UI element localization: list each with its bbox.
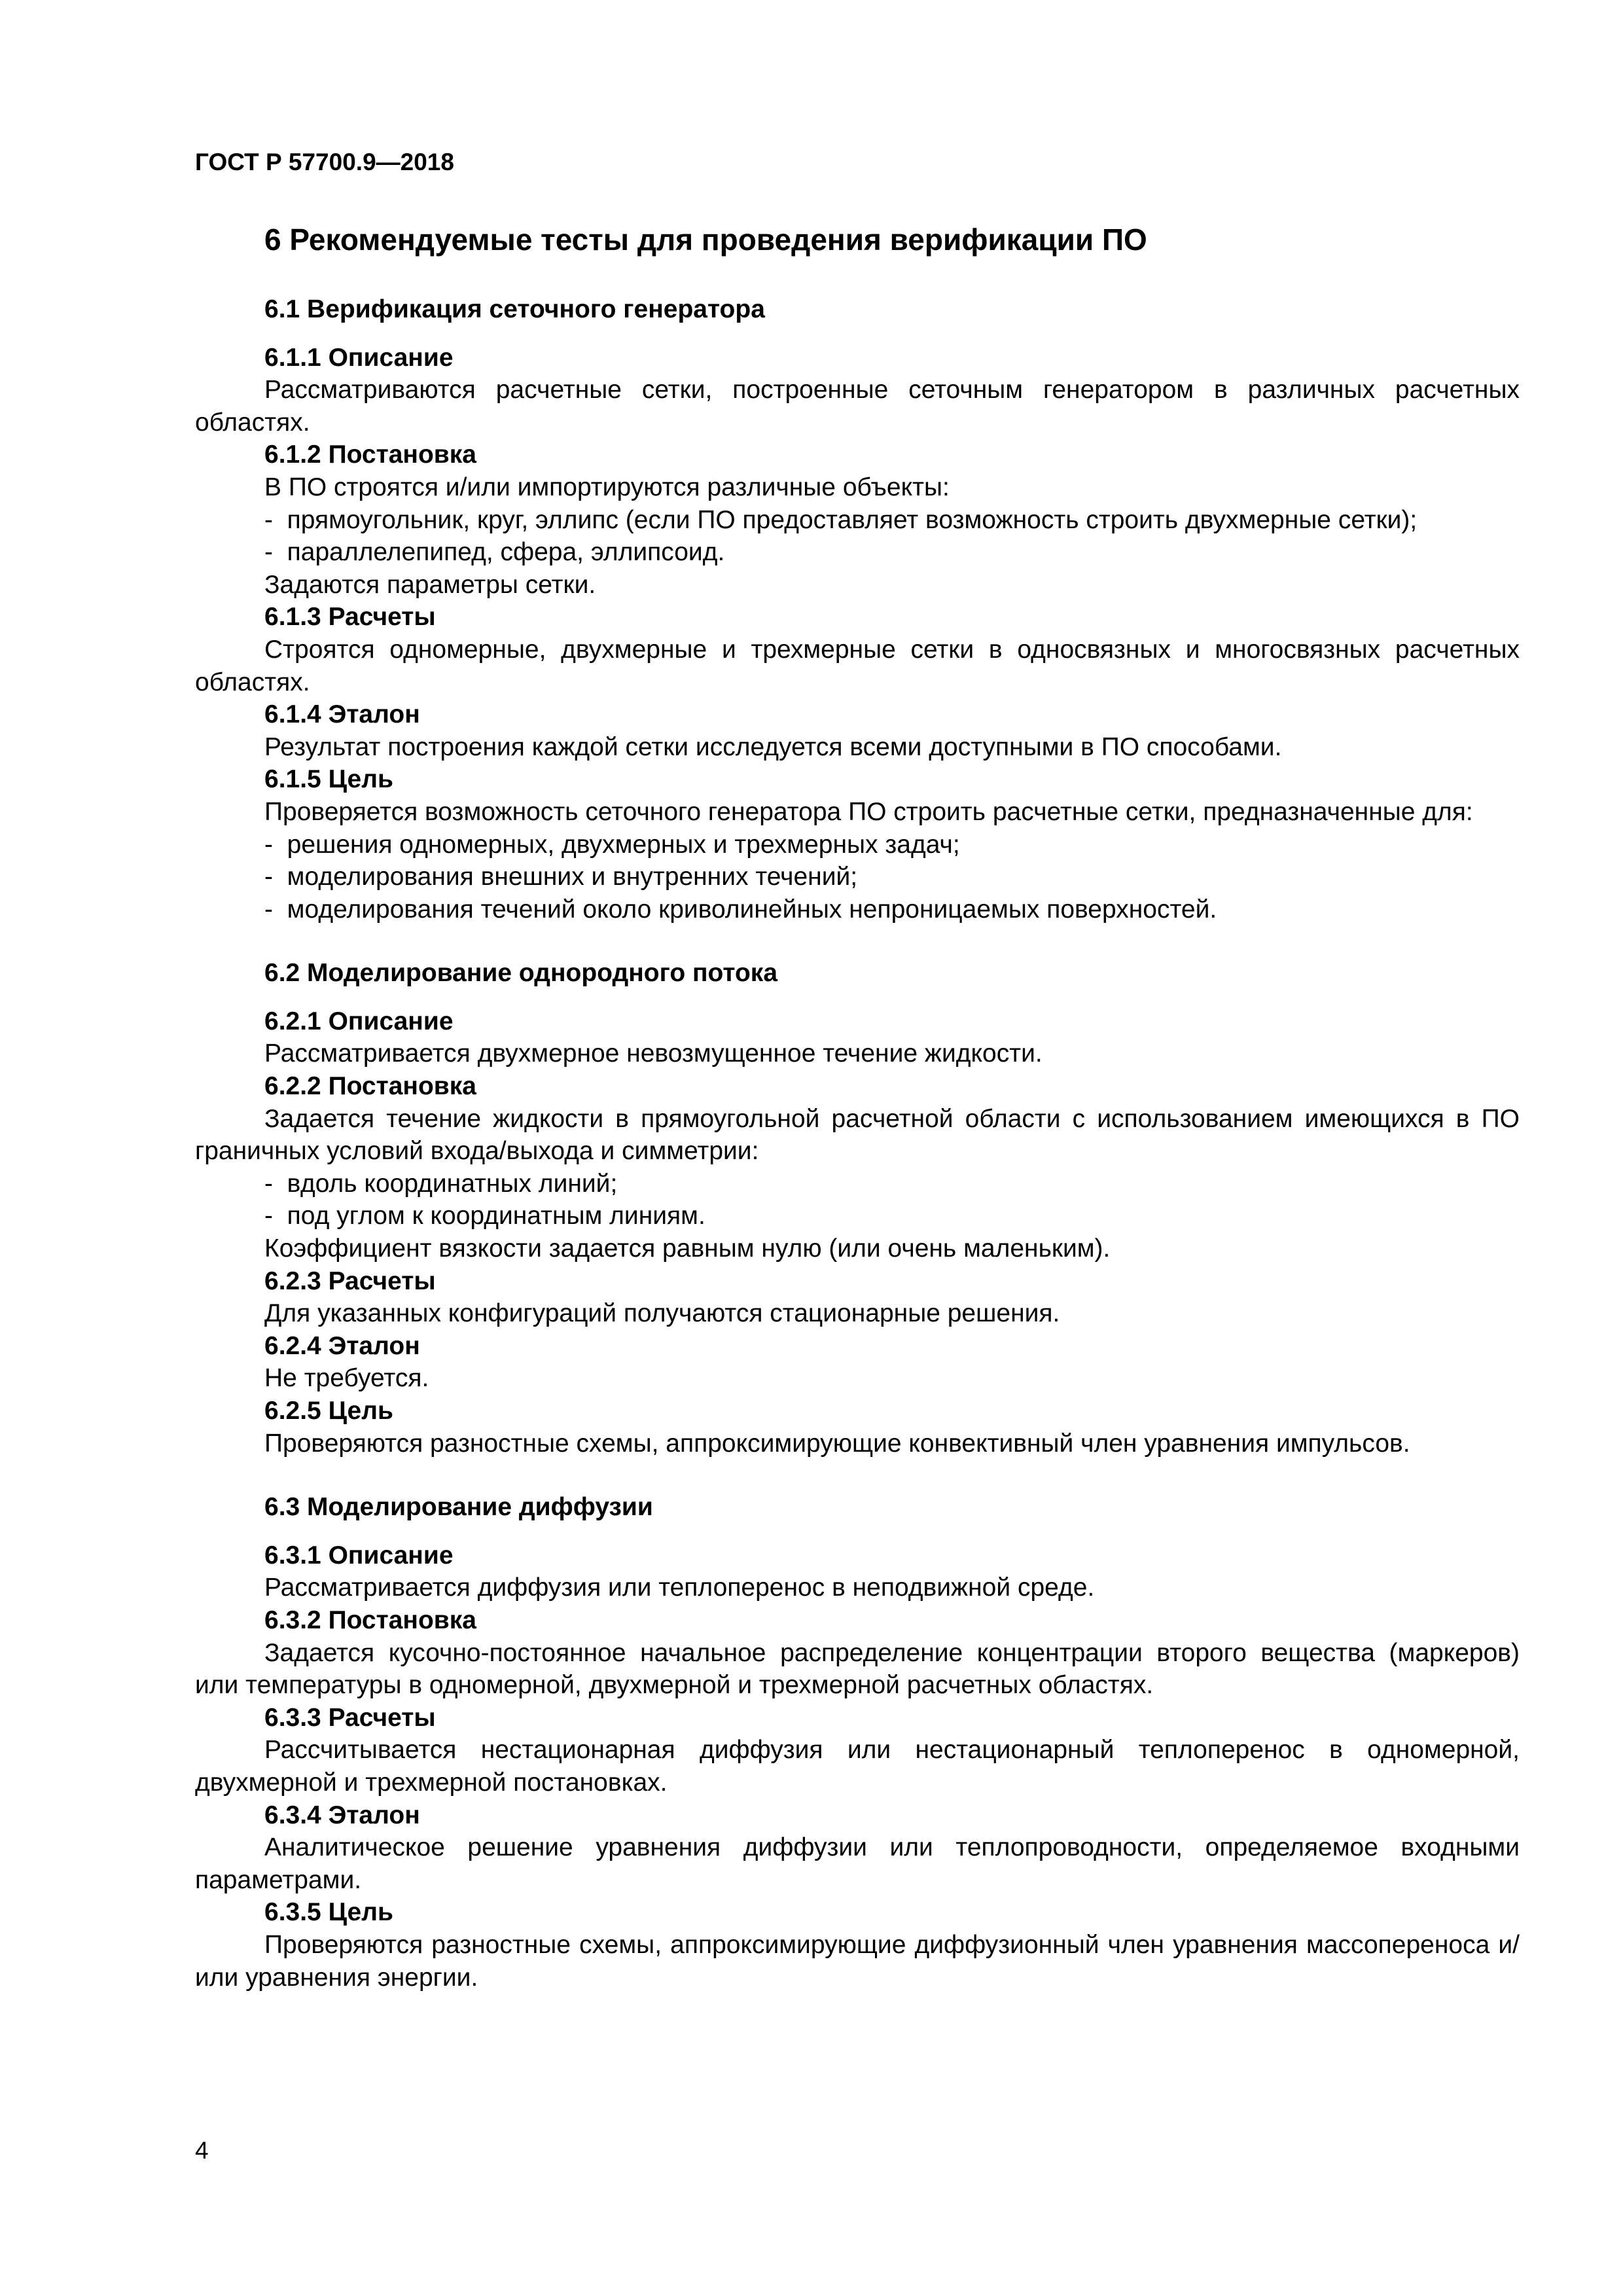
subsection-heading: 6.1.1 Описание	[264, 343, 454, 372]
page-number: 4	[195, 2137, 209, 2164]
subsection-heading: 6.3.3 Расчеты	[264, 1703, 436, 1732]
subsection-heading: 6.2.3 Расчеты	[264, 1266, 436, 1295]
page-title: 6 Рекомендуемые тесты для проведения верификации ПО	[264, 223, 1147, 257]
section	[195, 293, 1520, 925]
paragraph: Проверяются разностные схемы, аппроксимирующие диффузионный член уравнения массопереноса и/или уравнения энергии.	[195, 1930, 1520, 1992]
section-heading: 6.3 Моделирование диффузии	[264, 1493, 653, 1522]
paragraph: Коэффициент вязкости задается равным нулю (или очень маленьким).	[264, 1234, 1111, 1263]
paragraph: Задаются параметры сетки.	[264, 570, 596, 599]
paragraph: Проверяются разностные схемы, аппроксимирующие конвективный член уравнения импульсов.	[264, 1429, 1410, 1458]
subsection-heading: 6.3.1 Описание	[264, 1541, 454, 1570]
subsection-heading: 6.1.2 Постановка	[264, 440, 476, 469]
list-item: - моделирования внешних и внутренних течений;	[195, 861, 1520, 893]
subsection-heading: 6.2.2 Постановка	[264, 1072, 476, 1101]
paragraph: Не требуется.	[264, 1364, 429, 1393]
paragraph: Рассматривается двухмерное невозмущенное течение жидкости.	[264, 1039, 1043, 1068]
subsection-heading: 6.2.1 Описание	[264, 1007, 454, 1035]
subsection-heading: 6.3.5 Цель	[264, 1898, 393, 1927]
paragraph: Рассчитывается нестационарная диффузия или нестационарный теплоперенос в одномерной, двухмерной и трехмерной постановках.	[195, 1736, 1520, 1797]
section-heading: 6.1 Верификация сеточного генератора	[264, 295, 765, 323]
subsection-heading: 6.1.3 Расчеты	[264, 603, 436, 632]
paragraph: Для указанных конфигураций получаются стационарные решения.	[264, 1299, 1060, 1328]
document-body	[195, 293, 1520, 1994]
document-header: ГОСТ Р 57700.9—2018	[195, 149, 454, 175]
section	[195, 1491, 1520, 1994]
list-item: - прямоугольник, круг, эллипс (если ПО предоставляет возможность строить двухмерные сетки);	[195, 504, 1520, 537]
list-item: - под углом к координатным линиям.	[195, 1200, 1520, 1232]
list-item: - параллелепипед, сфера, эллипсоид.	[195, 536, 1520, 569]
paragraph: Задается течение жидкости в прямоугольной расчетной области с использованием имеющихся в ПО граничных условий входа/выхода и симметрии:	[195, 1104, 1520, 1166]
paragraph: Рассматривается диффузия или теплоперенос в неподвижной среде.	[264, 1573, 1095, 1602]
paragraph: Рассматриваются расчетные сетки, построенные сеточным генератором в различных расчетных областях.	[195, 376, 1520, 437]
section-heading: 6.2 Моделирование однородного потока	[264, 959, 778, 988]
list-item: - вдоль координатных линий;	[195, 1168, 1520, 1200]
paragraph: Задается кусочно-постоянное начальное распределение концентрации второго вещества (маркеров) или температуры в одномерной, двухмерной и трехмерной расчетных областях.	[195, 1638, 1520, 1700]
subsection-heading: 6.3.2 Постановка	[264, 1605, 476, 1634]
paragraph: В ПО строятся и/или импортируются различные объекты:	[264, 473, 950, 501]
subsection-heading: 6.2.4 Эталон	[264, 1331, 420, 1360]
list-item: - решения одномерных, двухмерных и трехмерных задач;	[195, 829, 1520, 861]
paragraph: Строятся одномерные, двухмерные и трехмерные сетки в односвязных и многосвязных расчетных областях.	[195, 635, 1520, 696]
section	[195, 957, 1520, 1460]
paragraph: Результат построения каждой сетки исследуется всеми доступными в ПО способами.	[264, 732, 1282, 761]
subsection-heading: 6.2.5 Цель	[264, 1397, 393, 1425]
paragraph: Аналитическое решение уравнения диффузии или теплопроводности, определяемое входными параметрами.	[195, 1833, 1520, 1894]
subsection-heading: 6.1.5 Цель	[264, 765, 393, 794]
subsection-heading: 6.1.4 Эталон	[264, 700, 420, 729]
subsection-heading: 6.3.4 Эталон	[264, 1801, 420, 1829]
bullet-list	[195, 829, 1520, 926]
bullet-list	[195, 1168, 1520, 1232]
bullet-list	[195, 504, 1520, 569]
list-item: - моделирования течений около криволинейных непроницаемых поверхностей.	[195, 893, 1520, 926]
paragraph: Проверяется возможность сеточного генератора ПО строить расчетные сетки, предназначенные для:	[264, 797, 1473, 826]
